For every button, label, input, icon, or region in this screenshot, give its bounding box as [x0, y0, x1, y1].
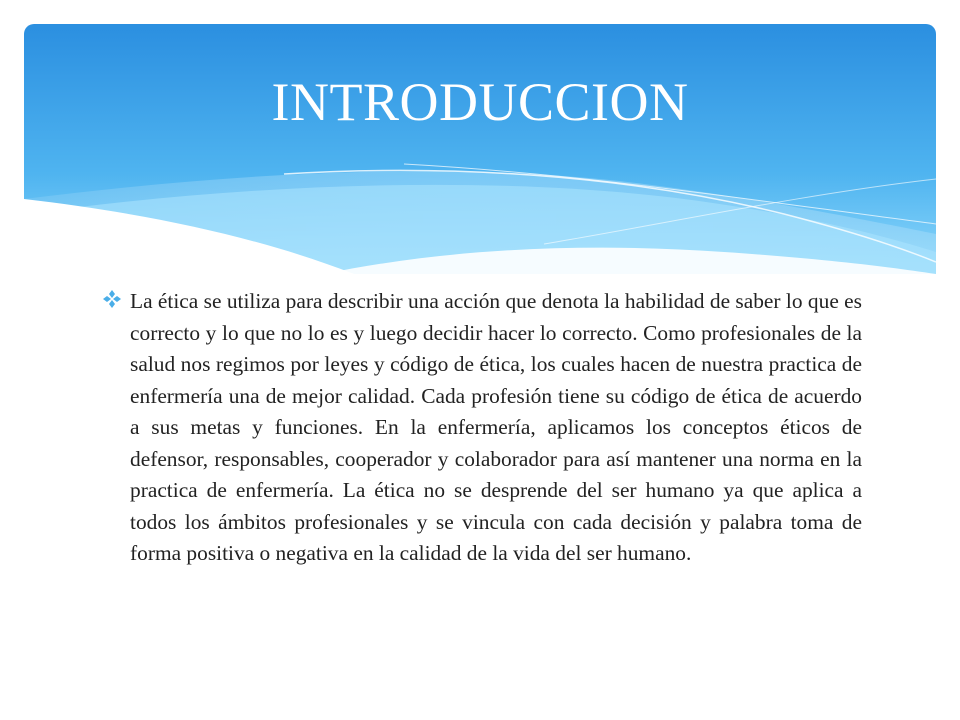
- slide-title: INTRODUCCION: [271, 72, 689, 132]
- header-banner: [24, 24, 936, 274]
- body-paragraph: La ética se utiliza para describir una acción que denota la habilidad de saber lo que es correcto y lo que no lo es y luego decidir hacer lo correcto. Como profesionales de la salud nos regimos por leyes y código de ética, los cuales hacen de nuestra practica de enfermería una de mejor calidad. Cada profesión tiene su código de ética de acuerdo a sus metas y funciones. En la enfermería, aplicamos los conceptos éticos de defensor, responsables, cooperador y colaborador para así mantener una norma en la practica de enfermería. La ética no se desprende del ser humano ya que aplica a todos los ámbitos profesionales y se vincula con cada decisión y palabra toma de forma positiva o negativa en la calidad de la vida del ser humano.: [130, 289, 862, 565]
- four-diamond-bullet-icon: [102, 289, 122, 309]
- bullet-list-item: [102, 286, 862, 570]
- wave-banner-graphic: [24, 24, 936, 274]
